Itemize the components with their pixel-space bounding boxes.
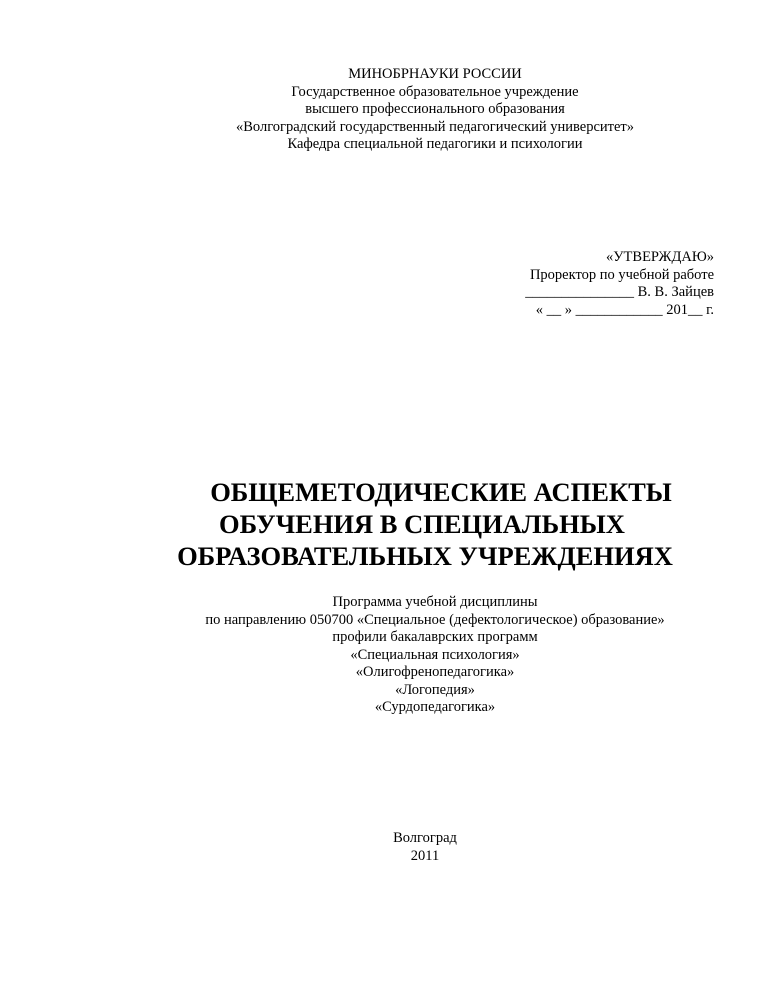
publication-footer xyxy=(300,830,550,865)
signature-line: _______________ В. В. Зайцев xyxy=(525,284,714,300)
profile-item: «Сурдопедагогика» xyxy=(374,699,496,715)
publication-city: Волгоград xyxy=(393,830,457,846)
approval-block xyxy=(414,249,714,319)
program-direction: по направлению 050700 «Специальное (дефектологическое) образование» xyxy=(205,611,665,628)
approval-date-line: « __ » ____________ 201__ г. xyxy=(535,301,714,318)
approval-heading: «УТВЕРЖДАЮ» xyxy=(606,249,714,265)
publication-year: 2011 xyxy=(410,847,440,864)
approver-position: Проректор по учебной работе xyxy=(529,266,714,283)
profile-item: «Олигофренопедагогика» xyxy=(355,664,515,680)
title-line-1: ОБЩЕМЕТОДИЧЕСКИЕ АСПЕКТЫ xyxy=(210,477,672,507)
university-name: «Волгоградский государственный педагогический университет» xyxy=(236,118,634,135)
profile-item: «Логопедия» xyxy=(395,681,475,698)
profile-item: «Специальная психология» xyxy=(350,646,520,663)
ministry-name: МИНОБРНАУКИ РОССИИ xyxy=(348,66,522,82)
department-name: Кафедра специальной педагогики и психологии xyxy=(287,136,583,152)
program-type: Программа учебной дисциплины xyxy=(332,594,538,610)
document-title xyxy=(80,476,768,572)
title-line-3: ОБРАЗОВАТЕЛЬНЫХ УЧРЕЖДЕНИЯХ xyxy=(177,541,673,571)
institution-type-line1: Государственное образовательное учреждение xyxy=(291,83,579,100)
institution-header xyxy=(200,66,670,154)
title-line-2: ОБУЧЕНИЯ В СПЕЦИАЛЬНЫХ xyxy=(219,509,625,539)
profiles-heading: профили бакалаврских программ xyxy=(332,629,538,645)
institution-type-line2: высшего профессионального образования xyxy=(305,101,565,117)
program-description xyxy=(140,594,730,717)
